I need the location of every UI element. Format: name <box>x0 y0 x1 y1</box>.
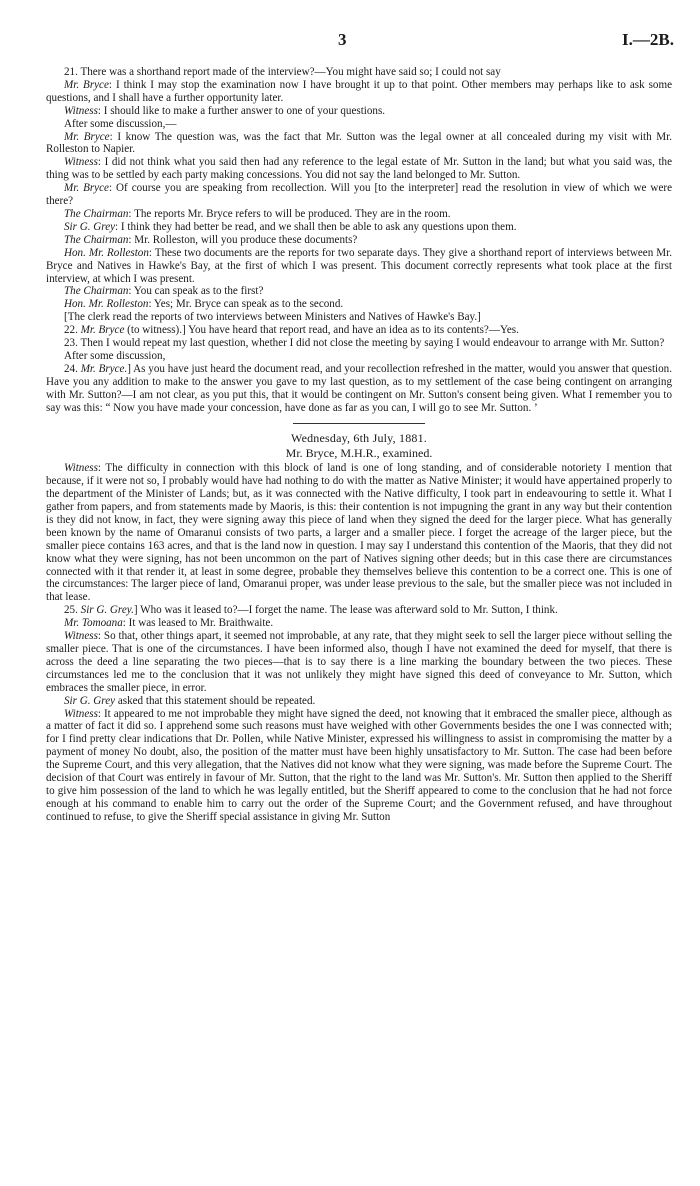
speaker-name: Sir G. Grey. <box>80 604 134 617</box>
speaker-separator: : <box>148 246 155 259</box>
speaker-separator: : <box>128 285 134 298</box>
transcript-paragraph <box>46 311 672 324</box>
speaker-name: Witness <box>64 707 98 720</box>
paragraph-text: I should like to make a further answer to one of your questions. <box>103 104 386 117</box>
question-number: 24. <box>64 362 81 375</box>
speaker-separator: : <box>148 298 154 311</box>
speaker-separator: : <box>109 130 118 143</box>
speaker-name: The Chairman <box>64 207 129 220</box>
transcript-paragraph <box>46 79 672 105</box>
page-number: 3 <box>338 30 347 49</box>
transcript-paragraph <box>46 324 672 337</box>
transcript-paragraph <box>46 617 672 630</box>
section-divider <box>293 423 425 424</box>
speaker-separator: : <box>108 182 117 195</box>
paragraph-text: [The clerk read the reports of two interviews between Ministers and Natives of Hawke's Bay.] <box>64 311 481 324</box>
question-number: 25. <box>64 604 81 617</box>
speaker-name: Mr. Bryce <box>64 78 109 91</box>
paragraph-text: I did not think what you said then had any reference to the legal estate of Mr. Sutton in the land; but what you said was, the thing was to be settled by each party making concessions. You did not say the land belonged to Mr. Sutton. <box>46 156 673 182</box>
transcript-paragraph <box>46 208 672 221</box>
paragraph-text: The difficulty in connection with this block of land is one of long standing, and of considerable notoriety I mention that because, if it were not so, I probably would have had nothing to do with the matter as Native Minister; it would have appertained properly to the department of the Minister of Lands; but, as it was connected with the Native difficulty, I took part in endeavouring to settle it. What I gather from papers, and from statements made by Maoris, is this: their contention is not impugning the grant in any way but their contention is they did not know, in fact, they were signing away this piece of land when they signed the deed for the larger piece. What has generally been known by the name of Omaranui consists of two parts, a larger and a smaller piece. I forget the acreage of the larger piece, but the smaller piece contains 163 acres, and that is the land now in question. I may say I understand this contention of the Maoris, that they did not know what they were signing, has not been uncommon on the part of Natives signing other deeds; but in this case there are circumstances connected with it that render it, at least in some degree, probable they themselves believe this contention to be a correct one. This is one of the circumstances: The larger piece of land, Omaranui proper, was under lease previous to the sale, but the smaller piece was not included in that lease. <box>46 462 672 604</box>
speaker-separator: ] <box>133 604 141 617</box>
paragraph-text: It was leased to Mr. Braithwaite. <box>128 617 274 630</box>
speaker-separator: : <box>122 617 129 630</box>
speaker-separator: : <box>97 707 104 720</box>
speaker-name: Mr. Bryce <box>64 130 110 143</box>
examination-transcript-continued <box>46 462 672 823</box>
paragraph-text: I know The question was, was the fact that Mr. Sutton was the legal owner at all concealed during my visit with Mr. Rolleston to Napier. <box>46 130 672 156</box>
transcript-paragraph <box>46 105 672 118</box>
transcript-paragraph <box>46 695 672 708</box>
speaker-name: Mr. Tomoana <box>64 617 123 630</box>
speaker-name: Witness <box>64 630 98 643</box>
speaker-name: The Chairman <box>64 285 129 298</box>
transcript-paragraph <box>46 221 672 234</box>
transcript-paragraph <box>46 350 672 363</box>
speaker-name: Witness <box>64 104 98 117</box>
document-body <box>46 66 672 824</box>
paragraph-text: Yes; Mr. Bryce can speak as to the second. <box>153 298 344 311</box>
transcript-paragraph <box>46 182 672 208</box>
transcript-paragraph <box>46 247 672 286</box>
transcript-paragraph <box>46 604 672 617</box>
speaker-name: Sir G. Grey <box>64 694 116 707</box>
paragraph-text: 23. Then I would repeat my last question, whether I did not close the meeting by saying I would endeavour to arrange with Mr. Sutton? <box>64 337 665 350</box>
paragraph-text: I think they had better be read, and we shall then be able to ask any questions upon them. <box>120 220 517 233</box>
paragraph-text: The reports Mr. Bryce refers to will be produced. They are in the room. <box>134 207 451 220</box>
examination-transcript <box>46 66 672 414</box>
paragraph-text: 21. There was a shorthand report made of the interview?—You might have said so; I could not say <box>64 66 501 78</box>
speaker-name: Sir G. Grey <box>64 220 116 233</box>
paragraph-text: Of course you are speaking from recollection. Will you [to the interpreter] read the resolution in view of which we were there? <box>46 182 672 208</box>
series-reference: I.—2B. <box>622 30 674 49</box>
transcript-paragraph <box>46 156 672 182</box>
speaker-name: Hon. Mr. Rolleston <box>64 246 149 259</box>
transcript-paragraph <box>46 363 672 415</box>
speaker-name: The Chairman <box>64 233 129 246</box>
paragraph-text: As you have just heard the document read, and your recollection refreshed in the matter, would you answer that question. Have you any addition to make to the answer you gave to my last question, as to my settlement of the case being contingent on arranging with Mr. Sutton?—I am not clear, as you put this, that it would be contingent on Mr. Sutton's consent being given. What I remember you to say was this: “ Now you have made your concession, have done as far as you can, I will go to see Mr. Sutton. ’ <box>46 362 673 414</box>
speaker-name: Hon. Mr. Rolleston <box>64 298 149 311</box>
paragraph-text: I think I may stop the examination now I have brought it up to that point. Other members may perhaps like to ask some questions, and I shall have a further opportunity later. <box>46 78 672 104</box>
speaker-separator: : <box>97 104 104 117</box>
transcript-paragraph <box>46 630 672 695</box>
paragraph-text: asked that this statement should be repeated. <box>117 694 316 707</box>
speaker-separator: : <box>97 156 105 169</box>
speaker-name: Witness <box>64 462 98 475</box>
paragraph-text: After some discussion,— <box>64 117 177 130</box>
transcript-paragraph <box>46 462 672 604</box>
speaker-separator: : <box>97 630 104 643</box>
paragraph-text: After some discussion, <box>64 349 166 362</box>
section-date-heading: Wednesday, 6th July, 1881. <box>291 431 427 446</box>
paragraph-text: These two documents are the reports for two separate days. They give a shorthand report of interviews between Mr. Bryce and Natives in Hawke's Bay, at the first of which I was present. This document correctly represents what took place at the first interview, at which I was present. <box>46 246 673 285</box>
speaker-separator: : <box>128 233 135 246</box>
page-header <box>0 30 700 54</box>
transcript-paragraph <box>46 234 672 247</box>
transcript-paragraph <box>46 337 672 350</box>
speaker-separator: : <box>97 462 106 475</box>
speaker-separator: ] <box>127 362 134 375</box>
transcript-paragraph <box>46 285 672 298</box>
paragraph-text: So that, other things apart, it seemed not improbable, at any rate, that they might seek to sell the larger piece without selling the smaller piece. That is one of the circumstances. I have been informed also, though I have not examined the deed for myself, that there is across the deed a line separating the two pieces—that is to say there is a line marking the boundary between the two pieces. These circumstances led me to the conclusion that it was not unlikely they might have signed this deed of conveyance to Mr. Sutton, which embraces the smaller piece, in error. <box>46 630 673 694</box>
transcript-paragraph <box>46 118 672 131</box>
speaker-separator: : <box>108 78 116 91</box>
speaker-name: Mr. Bryce <box>80 324 125 337</box>
transcript-paragraph <box>46 708 672 824</box>
paragraph-text: Mr. Rolleston, will you produce these documents? <box>134 233 358 246</box>
section-subheading: Mr. Bryce, M.H.R., examined. <box>285 446 433 461</box>
speaker-name: Mr. Bryce <box>64 182 109 195</box>
speaker-name: Witness <box>64 156 98 169</box>
transcript-paragraph <box>46 131 672 157</box>
speaker-name: Mr. Bryce. <box>80 362 128 375</box>
speaker-separator: : <box>128 207 135 220</box>
paragraph-text: You can speak as to the first? <box>133 285 264 298</box>
transcript-paragraph <box>46 66 672 79</box>
speaker-separator: (to witness).] <box>124 324 189 337</box>
paragraph-text: You have heard that report read, and have an idea as to its contents?—Yes. <box>188 324 519 337</box>
paragraph-text: It appeared to me not improbable they might have signed the deed, not knowing that it embraced the smaller piece, although as a matter of fact it did so. I apprehend some such reasons must have weighed with other Governments besides the one I was connected with; for I find pretty clear indications that Dr. Pollen, while Native Minister, expressed his willingness to assist in compromising the matter by a payment of money No doubt, also, the position of the matter must have been highly unsatisfactory to Mr. Sutton. The case had been before the Supreme Court, and this very allegation, that the Natives did not know what they were signing, was made before the Supreme Court. The decision of that Court was entirely in favour of Mr. Sutton, that the right to the land was Mr. Sutton's. Mr. Sutton then applied to the Sheriff to give him possession of the land to which he was legally entitled, but the Sheriff appeared to come to the conclusion that he had not force enough at his command to enable him to carry out the order of the Supreme Court; and the Government refused, and have throughout continued to refuse, to give the Sheriff special assistance in giving Mr. Sutton <box>46 707 673 823</box>
speaker-separator: : <box>115 220 121 233</box>
paragraph-text: Who was it leased to?—I forget the name. The lease was afterward sold to Mr. Sutton, I think. <box>140 604 558 617</box>
question-number: 22. <box>64 324 81 337</box>
transcript-paragraph <box>46 298 672 311</box>
